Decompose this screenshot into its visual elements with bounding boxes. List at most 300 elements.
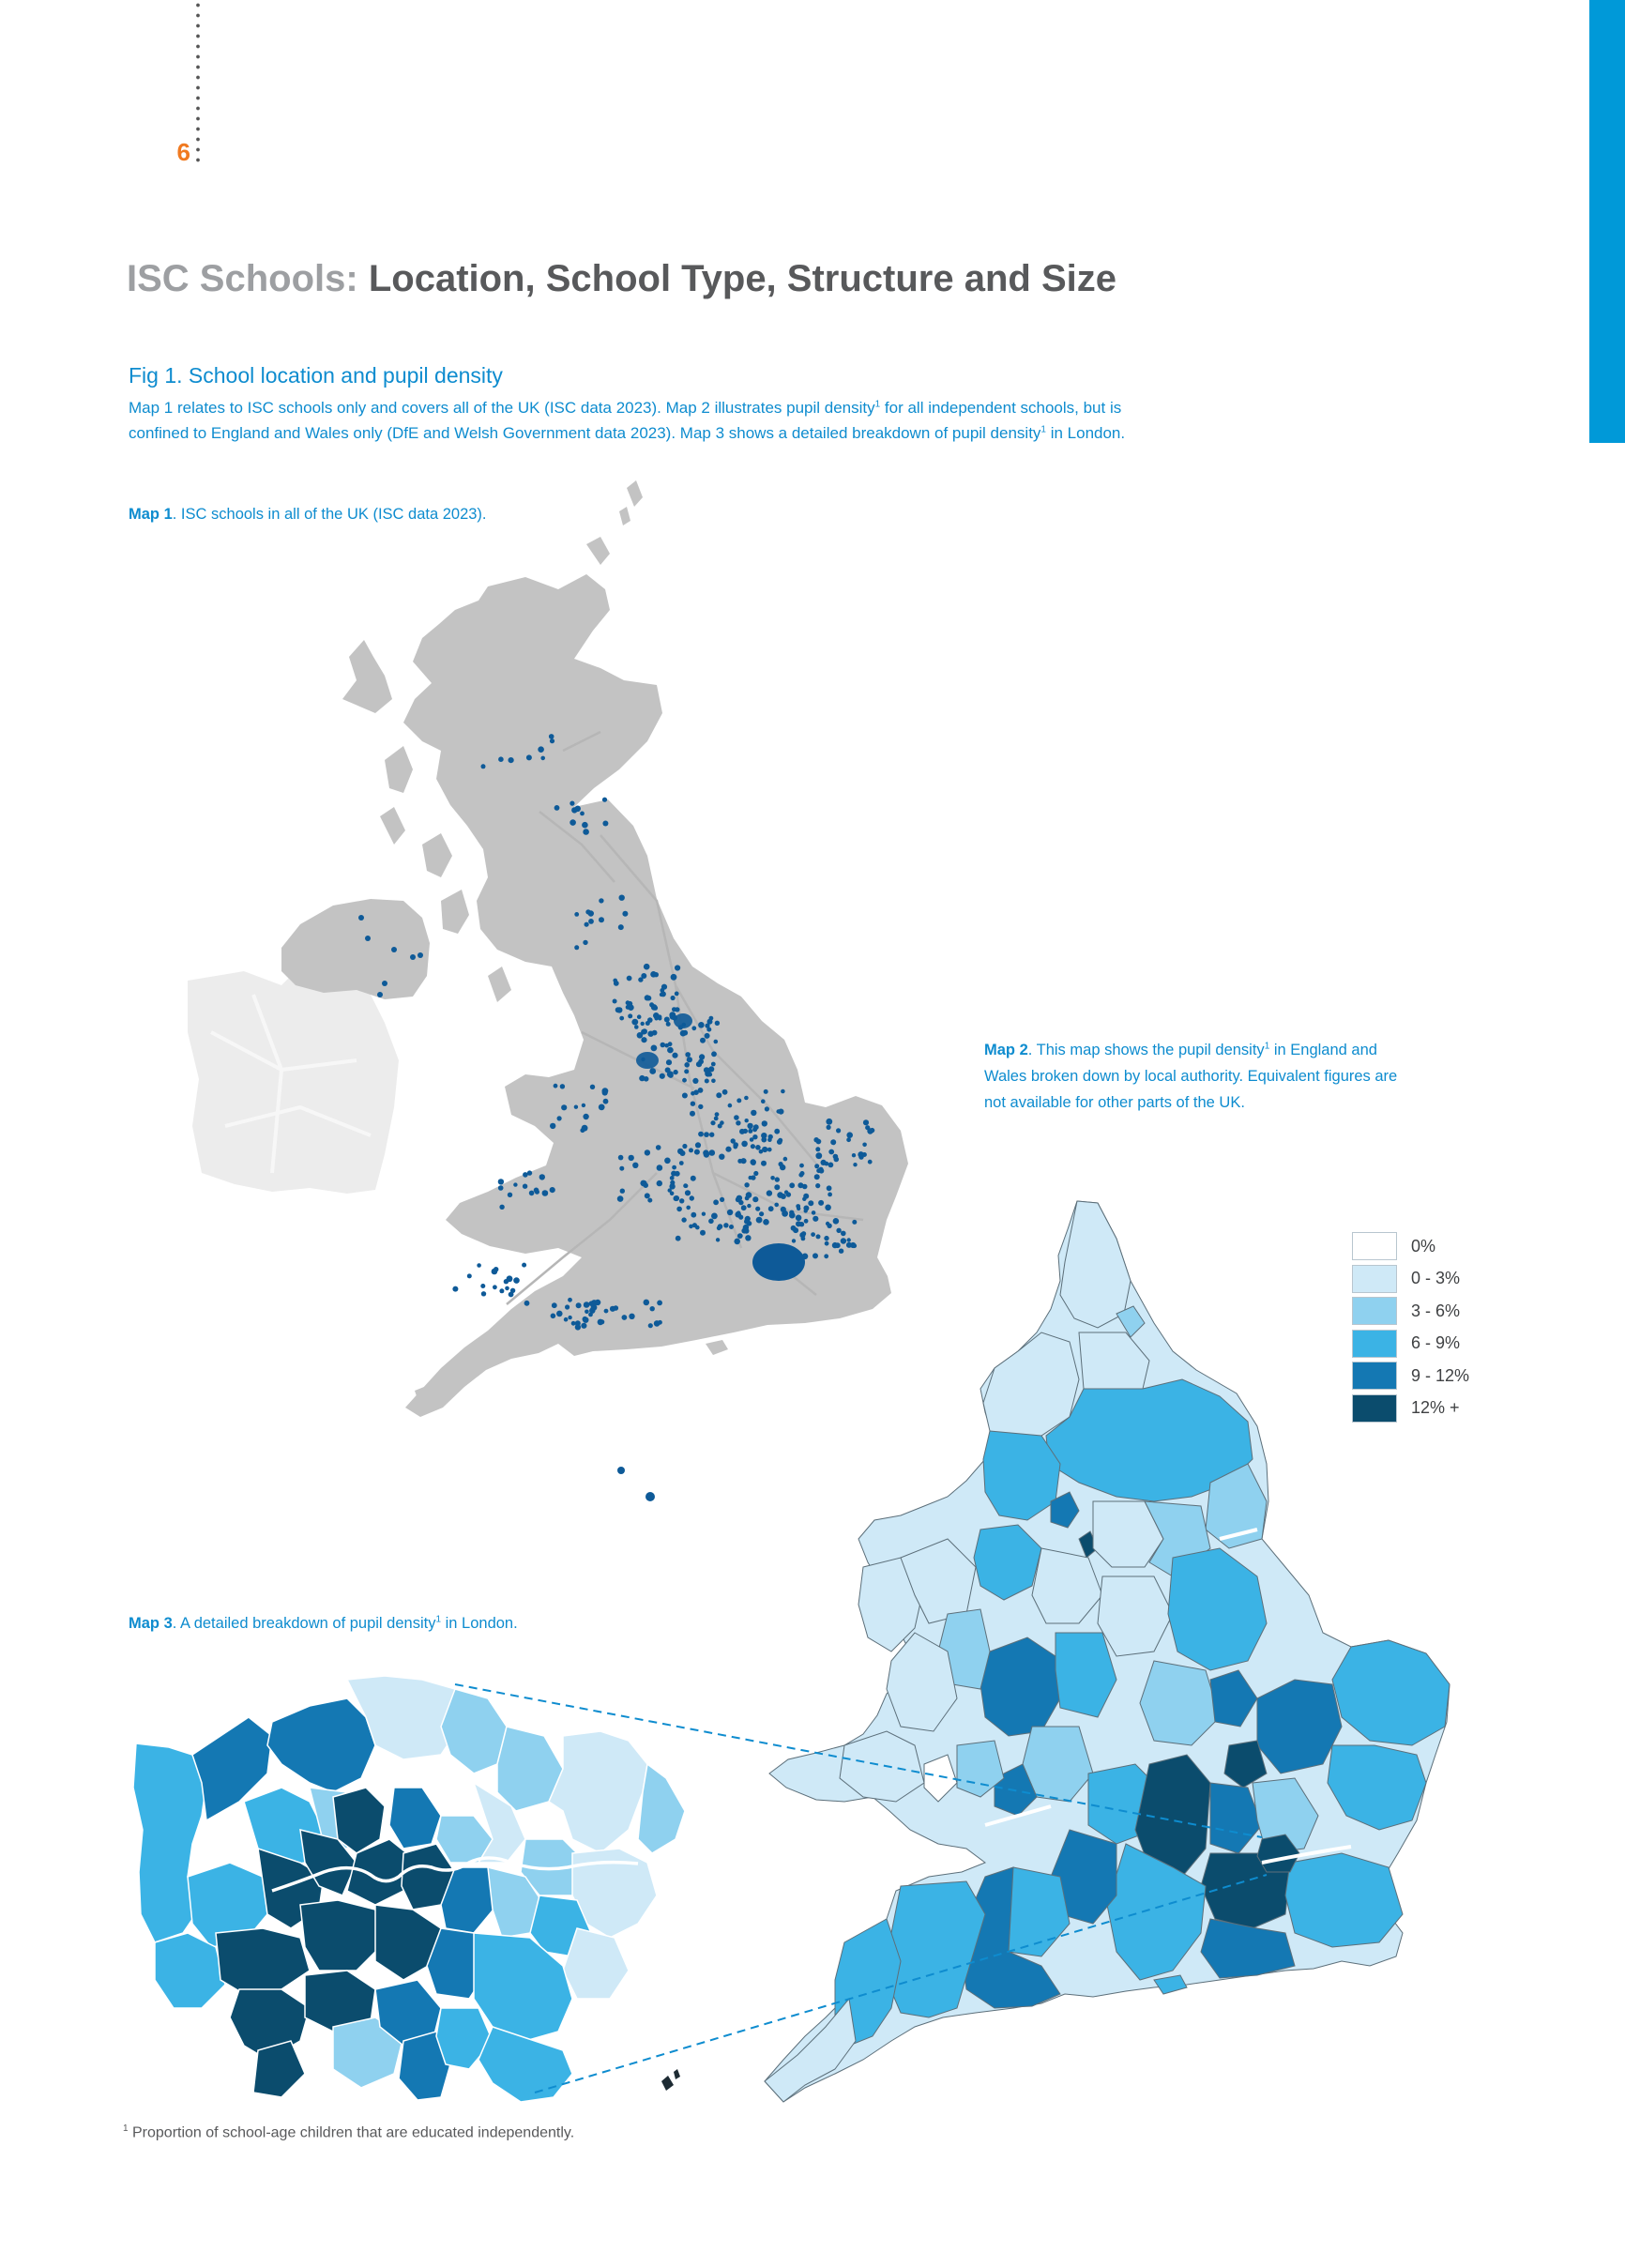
school-dot bbox=[570, 819, 576, 826]
school-dot bbox=[729, 1225, 734, 1229]
school-dot bbox=[711, 1062, 716, 1067]
school-dot bbox=[684, 1062, 690, 1068]
school-dot bbox=[748, 1129, 752, 1134]
school-dot bbox=[358, 915, 364, 921]
scilly-isles bbox=[661, 2069, 680, 2091]
map3-label: Map 3 bbox=[129, 1615, 173, 1632]
school-dot bbox=[509, 1292, 514, 1298]
school-dot bbox=[554, 1084, 558, 1088]
school-dot bbox=[727, 1210, 733, 1215]
school-dot bbox=[821, 1160, 827, 1165]
footnote-text: Proportion of school-age children that are educated independently. bbox=[128, 2124, 575, 2141]
school-dot bbox=[671, 974, 677, 981]
school-dot bbox=[700, 1230, 706, 1236]
legend-label: 3 - 6% bbox=[1411, 1301, 1461, 1320]
school-dot bbox=[684, 1184, 688, 1188]
school-dot bbox=[720, 1120, 724, 1125]
school-dot bbox=[752, 1196, 758, 1202]
legend-swatch bbox=[1352, 1330, 1397, 1358]
school-dot bbox=[391, 947, 397, 952]
map2-caption-text: in England and Wales broken down by local authority. Equivalent figures are not available for other parts of the UK. bbox=[984, 1042, 1398, 1111]
school-dot bbox=[670, 1192, 675, 1196]
school-dot bbox=[675, 965, 680, 970]
school-dot bbox=[690, 1195, 694, 1200]
school-dot bbox=[741, 1205, 747, 1210]
school-dot bbox=[619, 895, 625, 901]
school-dot bbox=[759, 1149, 764, 1154]
school-dot bbox=[704, 1067, 709, 1073]
school-dot bbox=[781, 1207, 786, 1212]
school-dot bbox=[852, 1153, 856, 1157]
school-dot bbox=[813, 1137, 818, 1142]
school-dot bbox=[836, 1228, 841, 1233]
school-dot bbox=[580, 812, 585, 816]
school-dot bbox=[704, 1151, 709, 1157]
school-dot bbox=[779, 1162, 783, 1166]
school-dot bbox=[650, 1306, 655, 1311]
school-dot bbox=[710, 1120, 715, 1125]
school-dot bbox=[610, 1306, 615, 1312]
school-dot bbox=[812, 1216, 818, 1222]
school-dot bbox=[846, 1242, 852, 1248]
school-dot bbox=[549, 734, 554, 739]
school-dot bbox=[668, 1042, 673, 1046]
school-dot bbox=[825, 1241, 829, 1246]
school-dot bbox=[832, 1242, 838, 1248]
school-dot bbox=[492, 1269, 498, 1275]
school-dot bbox=[682, 1078, 687, 1083]
school-dot bbox=[602, 821, 608, 827]
school-dot bbox=[853, 1163, 857, 1166]
school-dot bbox=[568, 1298, 572, 1302]
school-dot bbox=[590, 1085, 595, 1089]
school-dot bbox=[716, 1092, 721, 1098]
school-dot bbox=[679, 1161, 684, 1165]
school-dot bbox=[737, 1159, 742, 1164]
school-dot bbox=[670, 1176, 675, 1180]
school-dot bbox=[815, 1183, 820, 1188]
school-dot bbox=[570, 801, 574, 806]
legend-label: 6 - 9% bbox=[1411, 1333, 1461, 1353]
legend-swatch bbox=[1352, 1362, 1397, 1390]
school-dot bbox=[700, 1038, 706, 1043]
school-dot bbox=[646, 996, 652, 1001]
school-dot bbox=[778, 1109, 783, 1115]
school-dot bbox=[713, 1199, 719, 1205]
school-dot bbox=[599, 1104, 605, 1111]
desc-text: for all independent schools, but is bbox=[880, 399, 1122, 417]
school-dot bbox=[833, 1218, 840, 1225]
school-dot bbox=[599, 898, 603, 903]
school-dot bbox=[798, 1173, 803, 1178]
school-dot bbox=[629, 1155, 634, 1161]
school-dot bbox=[738, 1215, 743, 1220]
school-dot bbox=[584, 1301, 590, 1308]
school-dot bbox=[796, 1215, 802, 1222]
school-dot bbox=[761, 1099, 766, 1104]
school-dot bbox=[651, 1004, 658, 1011]
school-dot bbox=[714, 1117, 719, 1121]
school-dot bbox=[629, 1314, 634, 1319]
school-dot bbox=[647, 1198, 652, 1203]
school-dot bbox=[691, 1026, 696, 1030]
school-dot bbox=[815, 1152, 822, 1159]
school-dot bbox=[733, 1145, 737, 1149]
school-dot bbox=[418, 952, 423, 958]
school-dot bbox=[645, 1149, 650, 1155]
school-dot bbox=[657, 1180, 662, 1186]
school-dot bbox=[846, 1132, 853, 1138]
school-dot bbox=[657, 1301, 662, 1306]
school-dot bbox=[828, 1163, 834, 1168]
school-dot bbox=[865, 1125, 870, 1130]
school-dot bbox=[477, 1263, 481, 1268]
school-dot bbox=[812, 1210, 816, 1215]
school-dot bbox=[699, 1054, 705, 1059]
school-dot bbox=[711, 1079, 716, 1084]
map1-caption-text: . ISC schools in all of the UK (ISC data 2023). bbox=[172, 506, 487, 523]
school-dot bbox=[704, 1132, 709, 1137]
school-dot bbox=[664, 1017, 670, 1023]
school-dot bbox=[841, 1238, 846, 1243]
school-dot bbox=[660, 1073, 665, 1079]
school-dot bbox=[627, 976, 632, 982]
school-dot bbox=[764, 1089, 768, 1094]
school-dot bbox=[499, 1288, 504, 1293]
school-dot bbox=[583, 829, 589, 835]
school-dot bbox=[745, 1196, 750, 1201]
school-dot bbox=[672, 1053, 677, 1058]
school-dot bbox=[756, 1217, 763, 1224]
school-dot bbox=[827, 1185, 832, 1191]
school-dot bbox=[551, 1314, 556, 1319]
school-dot bbox=[505, 1286, 509, 1291]
school-dot bbox=[747, 1204, 751, 1208]
school-dot bbox=[481, 1291, 486, 1296]
school-dot bbox=[774, 1129, 780, 1134]
school-dot bbox=[781, 1194, 786, 1199]
school-dot bbox=[847, 1238, 851, 1241]
legend-item bbox=[1352, 1360, 1469, 1393]
school-dot bbox=[725, 1147, 731, 1152]
legend-swatch bbox=[1352, 1394, 1397, 1423]
desc-text: in London. bbox=[1045, 424, 1126, 442]
school-dot bbox=[759, 1211, 764, 1216]
school-dot bbox=[811, 1232, 815, 1237]
school-dot bbox=[526, 754, 532, 760]
school-dot bbox=[524, 1301, 530, 1306]
school-dot bbox=[761, 1161, 767, 1166]
school-dot bbox=[825, 1205, 831, 1211]
school-dot bbox=[585, 922, 589, 927]
school-dot bbox=[695, 1142, 701, 1148]
school-dot bbox=[631, 1019, 638, 1026]
school-dot bbox=[669, 1183, 675, 1189]
school-dot bbox=[671, 996, 676, 1000]
school-dot bbox=[784, 1190, 788, 1194]
school-dot bbox=[819, 1168, 825, 1174]
school-dot bbox=[715, 1021, 720, 1026]
footnote-marker: 1 bbox=[1040, 424, 1046, 435]
school-dot bbox=[715, 1112, 720, 1117]
school-dot bbox=[753, 1124, 759, 1130]
school-dot bbox=[650, 971, 657, 978]
school-dot bbox=[814, 1174, 820, 1180]
school-dot bbox=[815, 1147, 820, 1151]
school-dot bbox=[767, 1148, 772, 1152]
school-dot bbox=[862, 1143, 867, 1148]
map3-caption-text: in London. bbox=[441, 1615, 518, 1632]
school-dot bbox=[751, 1144, 755, 1149]
school-dot bbox=[803, 1206, 809, 1211]
school-dot bbox=[652, 1030, 658, 1036]
school-dot bbox=[585, 1310, 589, 1315]
school-dot bbox=[694, 1149, 700, 1155]
school-dot bbox=[684, 1069, 689, 1073]
school-dot bbox=[617, 1195, 624, 1202]
school-dot bbox=[708, 1219, 714, 1225]
school-dot bbox=[583, 940, 587, 945]
school-dot bbox=[632, 1163, 638, 1168]
school-dot bbox=[365, 936, 371, 941]
school-dot bbox=[736, 1120, 740, 1125]
school-dot bbox=[565, 1304, 570, 1309]
school-dot bbox=[682, 1030, 688, 1036]
school-dot bbox=[744, 1096, 749, 1101]
school-dot bbox=[481, 764, 486, 769]
map1-label: Map 1 bbox=[129, 506, 173, 523]
school-dot bbox=[618, 924, 624, 930]
school-dot bbox=[641, 1037, 646, 1043]
school-dot bbox=[802, 1197, 806, 1201]
school-dot bbox=[676, 1207, 682, 1212]
school-dot bbox=[658, 1016, 661, 1020]
school-dot bbox=[702, 1212, 706, 1216]
school-dot bbox=[674, 1195, 679, 1201]
school-dot bbox=[734, 1239, 740, 1245]
school-dot bbox=[665, 1067, 671, 1073]
school-dot bbox=[775, 1177, 780, 1181]
school-dot bbox=[672, 1165, 676, 1170]
school-dot bbox=[634, 1025, 639, 1029]
school-dot bbox=[841, 1231, 846, 1237]
school-dot bbox=[767, 1137, 772, 1142]
school-dot bbox=[682, 1093, 688, 1099]
map2-label: Map 2 bbox=[984, 1042, 1028, 1058]
school-dot bbox=[836, 1128, 841, 1133]
title-main: Location, School Type, Structure and Size bbox=[368, 258, 1116, 299]
school-dot bbox=[830, 1139, 836, 1145]
school-dot bbox=[781, 1089, 785, 1094]
school-dot bbox=[705, 1079, 709, 1084]
school-dot bbox=[818, 1200, 824, 1206]
school-dot bbox=[639, 1075, 645, 1081]
school-dot bbox=[508, 1193, 512, 1197]
page-number: 6 bbox=[176, 138, 190, 166]
school-dot bbox=[796, 1221, 801, 1226]
title-prefix: ISC Schools: bbox=[127, 258, 358, 299]
school-dot bbox=[707, 1073, 712, 1077]
school-dot bbox=[751, 1110, 756, 1116]
footnote bbox=[123, 2123, 574, 2141]
school-dot bbox=[751, 1160, 756, 1165]
map3-london bbox=[133, 1676, 685, 2102]
school-dot bbox=[644, 1300, 650, 1306]
school-dot bbox=[613, 999, 617, 1004]
school-dot bbox=[493, 1285, 497, 1289]
school-dot bbox=[666, 1022, 671, 1027]
school-dot bbox=[377, 992, 383, 997]
school-dot bbox=[774, 1184, 780, 1190]
school-dot bbox=[812, 1253, 818, 1258]
great-britain-shape bbox=[403, 574, 908, 1417]
school-dot bbox=[839, 1249, 843, 1254]
footnote-marker: 1 bbox=[874, 399, 881, 410]
school-dot bbox=[542, 1190, 549, 1196]
school-dot bbox=[824, 1236, 828, 1241]
school-dot bbox=[718, 1224, 723, 1229]
school-dot bbox=[529, 1191, 535, 1196]
school-dot bbox=[556, 1311, 563, 1317]
school-dot bbox=[571, 1321, 576, 1326]
legend-label: 12% + bbox=[1411, 1398, 1460, 1418]
school-dot bbox=[751, 1175, 755, 1180]
map2-england-wales bbox=[765, 1201, 1450, 2102]
school-dot bbox=[603, 1099, 609, 1104]
school-dot bbox=[716, 1238, 720, 1241]
school-dot bbox=[656, 1145, 661, 1150]
school-dot bbox=[709, 1149, 716, 1156]
school-dot bbox=[539, 1174, 545, 1180]
school-dot bbox=[738, 1200, 743, 1205]
school-dot bbox=[661, 1043, 666, 1048]
school-dot bbox=[744, 1182, 749, 1187]
legend-swatch bbox=[1352, 1265, 1397, 1293]
school-dot bbox=[692, 1223, 697, 1227]
school-dot bbox=[755, 1145, 761, 1150]
school-dot bbox=[513, 1182, 517, 1186]
school-dot bbox=[666, 1059, 672, 1065]
school-dot bbox=[651, 1045, 658, 1052]
school-dot bbox=[747, 1123, 752, 1129]
school-dot bbox=[645, 1193, 650, 1198]
school-dot bbox=[679, 1198, 684, 1203]
school-dot bbox=[741, 1141, 748, 1148]
footnote-marker: 1 bbox=[1264, 1041, 1270, 1052]
school-dot bbox=[706, 1027, 711, 1032]
school-dot bbox=[535, 1190, 539, 1195]
school-dot bbox=[802, 1184, 808, 1190]
school-dot bbox=[574, 945, 579, 950]
school-dot bbox=[828, 1193, 832, 1197]
school-dot bbox=[644, 964, 650, 970]
school-dot bbox=[574, 912, 579, 917]
school-dot bbox=[641, 973, 646, 979]
school-dot bbox=[870, 1128, 874, 1133]
desc-text: confined to England and Wales only (DfE and Welsh Government data 2023). Map 3 shows a detailed breakdown of pupil density bbox=[129, 424, 1041, 442]
map1-uk bbox=[188, 480, 908, 1501]
school-dot bbox=[509, 757, 514, 763]
school-dot bbox=[789, 1182, 795, 1188]
school-dot bbox=[620, 1189, 625, 1194]
school-dot bbox=[768, 1206, 774, 1211]
school-dot bbox=[658, 1320, 662, 1325]
school-dot bbox=[767, 1190, 772, 1195]
school-dot bbox=[745, 1235, 751, 1241]
school-dot bbox=[696, 1061, 702, 1067]
school-dot bbox=[637, 1014, 642, 1019]
school-dot bbox=[576, 1302, 582, 1308]
school-dot bbox=[557, 1116, 562, 1120]
northern-ireland-shape bbox=[281, 899, 430, 999]
school-dot bbox=[755, 1207, 760, 1211]
school-dot bbox=[743, 1129, 748, 1134]
school-dot bbox=[667, 1047, 674, 1054]
school-dot bbox=[522, 1263, 526, 1268]
school-dot bbox=[824, 1254, 828, 1258]
school-dot bbox=[711, 1051, 717, 1057]
school-dot bbox=[480, 1284, 485, 1288]
school-dot bbox=[868, 1160, 873, 1164]
school-dot bbox=[499, 1205, 504, 1210]
desc-text: Map 1 relates to ISC schools only and covers all of the UK (ISC data 2023). Map 2 illustrates pupil density bbox=[129, 399, 875, 417]
school-dot bbox=[705, 1033, 710, 1039]
school-dot bbox=[698, 1022, 705, 1028]
school-dot bbox=[602, 798, 607, 802]
school-dot bbox=[852, 1243, 857, 1248]
school-dot bbox=[498, 1185, 504, 1191]
school-dot bbox=[743, 1225, 749, 1230]
london-school-cluster bbox=[752, 1243, 805, 1281]
school-dot bbox=[685, 1190, 691, 1195]
school-dot bbox=[523, 1172, 528, 1178]
school-dot bbox=[602, 1088, 609, 1094]
school-dot bbox=[591, 1300, 598, 1306]
school-dot bbox=[863, 1119, 869, 1125]
school-dot bbox=[410, 954, 416, 960]
school-dot bbox=[599, 917, 604, 922]
school-dot bbox=[661, 984, 667, 990]
legend-swatch bbox=[1352, 1297, 1397, 1325]
legend-label: 9 - 12% bbox=[1411, 1365, 1470, 1385]
school-dot bbox=[618, 1155, 624, 1161]
school-dot bbox=[560, 1084, 565, 1088]
school-dot bbox=[796, 1204, 800, 1209]
school-dot bbox=[574, 1105, 578, 1109]
birmingham-school-cluster bbox=[636, 1052, 659, 1069]
school-dot bbox=[467, 1273, 472, 1278]
school-dot bbox=[791, 1225, 797, 1231]
school-dot bbox=[770, 1176, 775, 1180]
school-dot bbox=[737, 1233, 743, 1239]
school-dot bbox=[581, 1323, 586, 1329]
manchester-school-cluster bbox=[674, 1013, 692, 1028]
school-dot bbox=[668, 1073, 674, 1078]
school-dot bbox=[685, 1052, 691, 1058]
school-dot bbox=[619, 1016, 624, 1021]
school-dot bbox=[561, 1104, 567, 1110]
school-dot bbox=[745, 1119, 749, 1122]
school-dot bbox=[680, 1150, 686, 1156]
school-dot bbox=[637, 1032, 644, 1039]
school-dot bbox=[698, 1104, 703, 1109]
school-dot bbox=[682, 1144, 687, 1149]
school-dot bbox=[691, 1102, 695, 1106]
school-dot bbox=[761, 1137, 767, 1143]
school-dot bbox=[675, 992, 679, 997]
school-dot bbox=[640, 1180, 646, 1187]
school-dot bbox=[498, 756, 504, 762]
